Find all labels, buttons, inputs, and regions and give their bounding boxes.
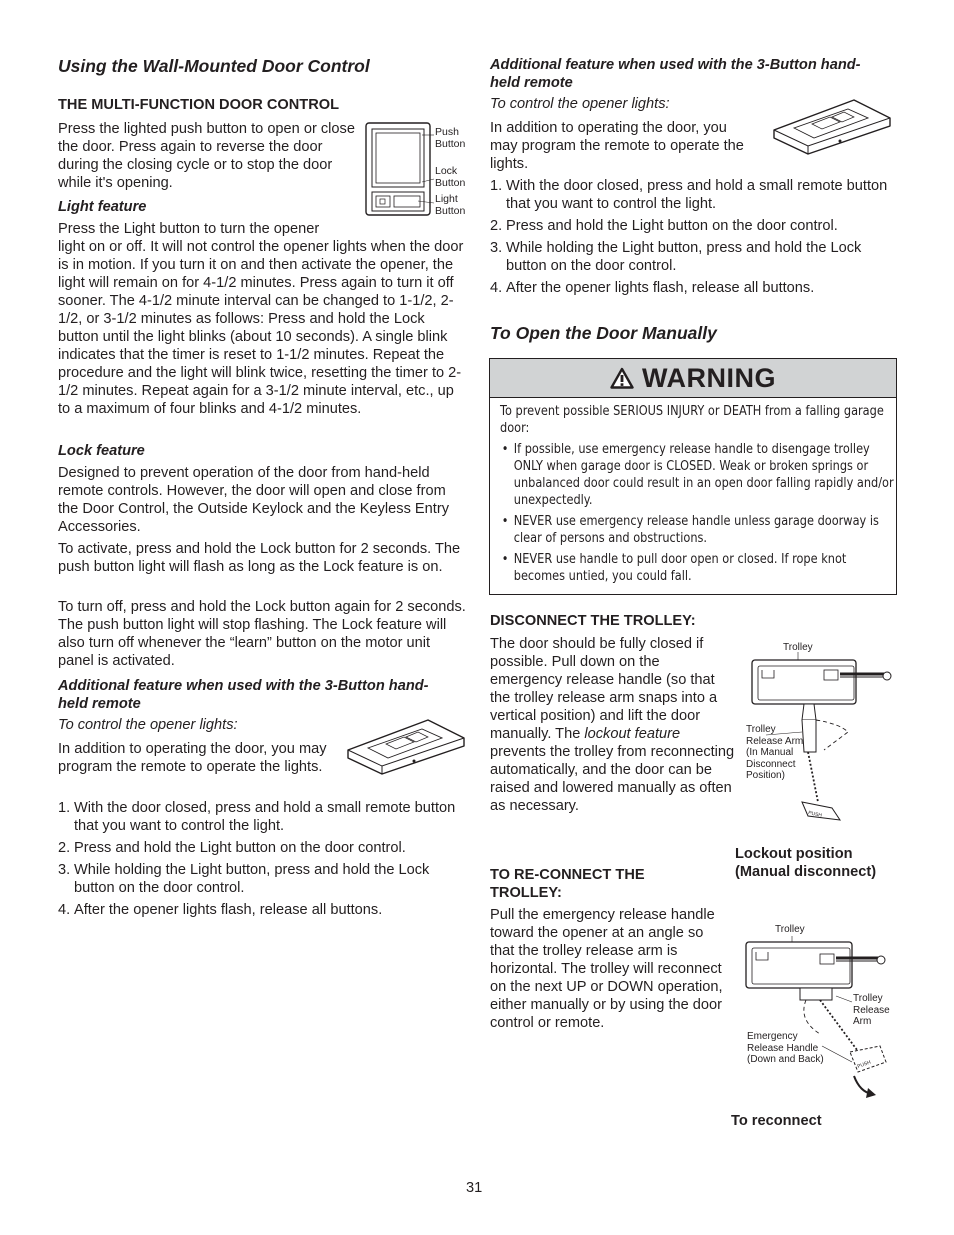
- reconnect-heading: TO RE-CONNECT THE TROLLEY:: [490, 867, 645, 901]
- light-feature-text: light on or off. It will not control the opener lights when the door is in motion. If you turn it on and then activate the opener, the light will remain on for 4-1/2 minutes. Press again to turn it off sooner. The 4-1/2 minute interval can be changed to 1-1/2, 2-1/2, or 3-1/2 minutes as follows: Press and hold the Lock button until the light blinks (about 10 seconds). A single blink indicates that the timer is reset to 1-1/2 minutes. Repeat the procedure and the light will blink twice, resetting the timer to 2-1/2 minutes. Repeat again for a 3-1/2 minute interval, etc., up to a maximum of four blinks and 4-1/2 minutes.: [58, 239, 464, 417]
- light-feature-text-start: Press the Light button to turn the opener: [58, 221, 320, 237]
- remote-sub-right: To control the opener lights:: [490, 96, 670, 112]
- remote-illustration-left: [344, 716, 468, 778]
- remote-feature-heading-left: Additional feature when used with the 3-Button hand-held remote: [58, 678, 429, 712]
- step-right-4: 4. After the opener lights flash, release all buttons.: [490, 280, 815, 296]
- page-number: 31: [466, 1180, 483, 1196]
- step-left-1: 1. With the door closed, press and hold a small remote button that you want to control the light.: [58, 800, 456, 834]
- warning-word: WARNING: [642, 362, 776, 393]
- warning-triangle-icon: [610, 367, 634, 389]
- step-right-3: 3. While holding the Light button, press and hold the Lock button on the door control.: [490, 240, 862, 274]
- lock-feature-text-2: To activate, press and hold the Lock button for 2 seconds. The push button light will flash as long as the Lock feature is on.: [58, 541, 461, 575]
- lock-feature-heading: Lock feature: [58, 443, 145, 459]
- fig2-arm-label: Trolley Release Arm: [853, 993, 890, 1027]
- lock-button-label: Lock Button: [435, 165, 466, 189]
- remote-feature-heading-right: Additional feature when used with the 3-Button hand-held remote: [490, 57, 861, 91]
- remote-text-right: In addition to operating the door, you may program the remote to operate the lights.: [490, 120, 744, 172]
- fig1-caption: Lockout position (Manual disconnect): [735, 846, 877, 880]
- push-button-label: Push Button: [435, 126, 466, 150]
- remote-sub-left: To control the opener lights:: [58, 717, 238, 733]
- remote-illustration-right: [770, 96, 894, 158]
- warning-intro: To prevent possible SERIOUS INJURY or DEATH from a falling garage door:: [500, 404, 884, 436]
- light-feature-heading: Light feature: [58, 199, 147, 215]
- step-left-2: 2. Press and hold the Light button on the door control.: [58, 840, 406, 856]
- fig2-handle-label: Emergency Release Handle (Down and Back): [747, 1031, 824, 1065]
- lock-feature-text-1: Designed to prevent operation of the door from hand-held remote controls. However, the door will open and close from the Door Control, the Outside Keylock and the Keyless Entry Accessories.: [58, 465, 449, 535]
- reconnect-text: Pull the emergency release handle toward the opener at an angle so that the trolley release arm is horizontal. The trolley will reconnect on the next UP or DOWN operation, either manually or by using the door control or remote.: [490, 907, 723, 1031]
- svg-text:PUSH: PUSH: [856, 1059, 872, 1070]
- multi-function-text: Press the lighted push button to open or close the door. Press again to reverse the door during the closing cycle or to stop the door while it's opening.: [58, 121, 355, 191]
- step-right-2: 2. Press and hold the Light button on the door control.: [490, 218, 838, 234]
- fig1-trolley-label: Trolley: [783, 642, 813, 653]
- step-right-1: 1. With the door closed, press and hold a small remote button that you want to control the light.: [490, 178, 888, 212]
- section-title-manual: To Open the Door Manually: [490, 323, 717, 343]
- warning-box: [489, 358, 897, 595]
- step-left-4: 4. After the opener lights flash, release all buttons.: [58, 902, 383, 918]
- warning-text: [500, 403, 896, 589]
- light-steps-left: [58, 799, 463, 923]
- light-button-label: Light Button: [435, 193, 466, 217]
- fig2-trolley-label: Trolley: [775, 924, 805, 935]
- multi-function-heading: THE MULTI-FUNCTION DOOR CONTROL: [58, 97, 340, 113]
- warning-bullet-2: • NEVER use emergency release handle unless garage doorway is clear of persons and obstructions.: [500, 513, 896, 547]
- disconnect-text: The door should be fully closed if possible. Pull down on the emergency release handle (so that the trolley release arm snaps into a vertical position) and lift the door manually. The lockout feature prevents the trolley from reconnecting automatically, and the door can be raised and lowered manually as often as necessary.: [490, 636, 735, 814]
- fig1-arm-label: Trolley Release Arm (In Manual Disconnect Position): [746, 724, 804, 781]
- section-title-wall-control: Using the Wall-Mounted Door Control: [58, 56, 370, 76]
- step-left-3: 3. While holding the Light button, press and hold the Lock button on the door control.: [58, 862, 430, 896]
- warning-header: [490, 359, 896, 398]
- fig2-caption: To reconnect: [731, 1113, 822, 1129]
- warning-bullet-1: • If possible, use emergency release handle to disengage trolley ONLY when garage door is CLOSED. Weak or broken springs or unbalanced door could result in an open door falling rapidly and/or unexpectedly.: [500, 441, 896, 509]
- remote-text-left: In addition to operating the door, you may program the remote to operate the lights.: [58, 741, 327, 775]
- disconnect-heading: DISCONNECT THE TROLLEY:: [490, 613, 696, 629]
- light-steps-right: [490, 177, 895, 301]
- svg-text:PUSH: PUSH: [807, 810, 823, 819]
- warning-bullet-3: • NEVER use handle to pull door open or closed. If rope knot becomes untied, you could fall.: [500, 551, 896, 585]
- lock-feature-text-3: To turn off, press and hold the Lock button again for 2 seconds. The push button light will stop flashing. The Lock feature will also turn off whenever the “learn” button on the motor unit panel is activated.: [58, 599, 466, 669]
